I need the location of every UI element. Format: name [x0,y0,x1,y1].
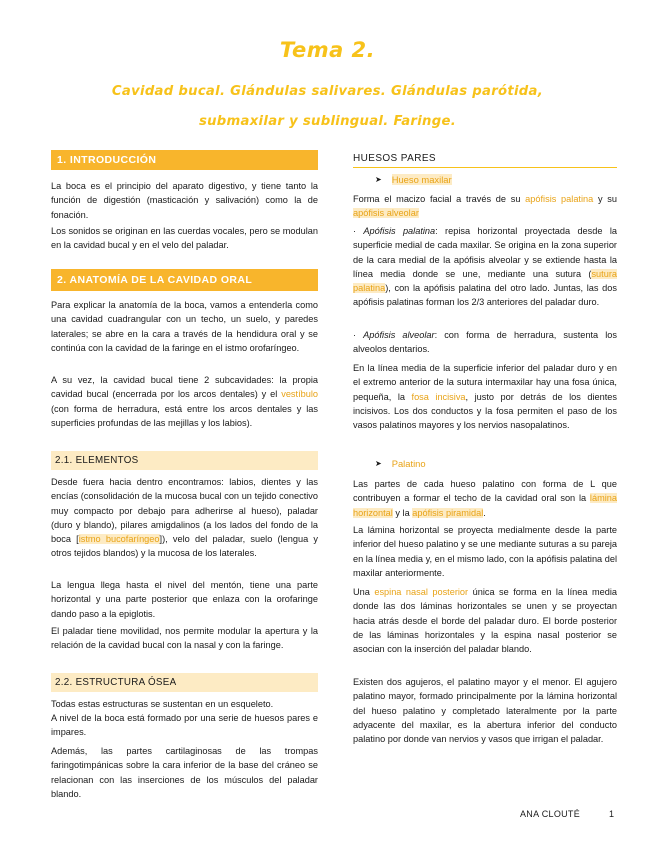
footer-author: ANA CLOUTÉ [520,809,581,819]
section-heading-anatomia: 2. ANATOMÍA DE LA CAVIDAD ORAL [51,269,318,291]
paragraph: Existen dos agujeros, el palatino mayor y el menor. El agujero palatino mayor, formado principalmente por la lámina horizontal del hueso palatino y completado lateralmente por la parte adyacente del maxilar, es la abertura inferior del conducto palatino por donde van nervios y vasos que irrigan el paladar. [353,677,617,745]
paragraph: Una espina nasal posterior única se forma en la línea media donde las dos láminas horizontales se unen y se proyectan hacia atrás desde el borde del paladar duro. El borde posterior de las láminas horizontales y la espina nasal posterior se asocian con la inserción del paladar blando. [353,587,617,655]
paragraph: La lámina horizontal se proyecta medialmente desde la parte inferior del hueso palatino y se une mediante suturas a su pareja en la línea media y, en el mismo lado, con la apófisis palatina del maxilar anteriormente. [353,525,617,578]
paragraph: · Apófisis palatina: repisa horizontal proyectada desde la superficie medial de cada maxilar. Se origina en la zona superior de la cara medial de la apófisis alveolar y se extiende hasta la línea media donde se une, mediante una sutura (sutura palatina), con la apófisis palatina del otro lado. Juntas, las dos apófisis palatinas forman los 2/3 anteriores del paladar duro. [353,226,617,308]
highlight-term: sutura palatina [353,268,617,294]
paragraph: En la línea media de la superficie inferior del paladar duro y en el extremo anterior de la sutura intermaxilar hay una fosa única, pequeña, la fosa incisiva, justo por detrás de los dientes incisivos. Los dos conductos y la fosa permiten el paso de los vasos palatinos mayores y los nervios nasopalatinos. [353,363,618,431]
paragraph: Desde fuera hacia dentro encontramos: labios, dientes y las encías (consolidación de la mucosa bucal con un tejido conectivo muy compacto por debajo para adherirse al hueso), paladar (duro y blando), pilares amigdalinos (a los lados del fondo de la boca [istmo bucofaríngeo]), velo del paladar, suelo (lengua y otros tejidos blandos) y la mucosa de los laterales. [51,477,319,559]
highlight-term: apófisis palatina [525,194,594,204]
paragraph: A nivel de la boca está formado por una serie de huesos pares e impares. [51,713,318,738]
subsection-heading-elementos: 2.1. ELEMENTOS [51,451,318,470]
paragraph: Todas estas estructuras se sustentan en un esqueleto. [51,699,274,709]
subtitle-line-2: submaxilar y sublingual. Faringe. [198,114,457,129]
bullet-hueso-maxilar [375,174,452,185]
arrow-bullet-icon: ➤ [375,175,382,184]
paragraph: Forma el macizo facial a través de su apófisis palatina y su apófisis alveolar [353,194,618,219]
paragraph: La boca es el principio del aparato digestivo, y tiene tanto la función de digestión (masticación y salivación) como la de fonación. [51,181,318,220]
paragraph: La lengua llega hasta el nivel del mentón, tiene una parte horizontal y una parte posterior que enlaza con la orofaringe dando paso a la epiglotis. [51,580,318,619]
highlight-term: vestíbulo [281,389,318,400]
highlight-term: apófisis alveolar [353,208,419,219]
subsection-heading-estructura-osea: 2.2. ESTRUCTURA ÓSEA [51,673,318,692]
paragraph: Las partes de cada hueso palatino con forma de L que contribuyen a formar el techo de la cavidad oral son la lámina horizontal y la apófisis piramidal. [353,479,617,518]
highlight-term: apófisis piramidal [412,507,484,518]
highlight-term: lámina horizontal [353,493,617,518]
highlight-term: istmo bucofaríngeo [78,534,160,545]
bullet-label: Palatino [391,458,426,469]
paragraph: Los sonidos se originan en las cuerdas vocales, pero se modulan en la cavidad bucal y en el velo del paladar. [51,226,318,251]
bullet-palatino [375,458,426,469]
highlight-term: espina nasal posterior [374,587,469,597]
arrow-bullet-icon: ➤ [375,459,382,468]
bullet-label: Hueso maxilar [391,174,452,185]
section-heading-introduccion: 1. INTRODUCCIÓN [51,150,318,170]
highlight-term: fosa incisiva [411,391,466,402]
page-number: 1 [609,809,615,819]
paragraph: Para explicar la anatomía de la boca, vamos a entenderla como una cavidad cuadrangular con un techo, un suelo, y paredes laterales; se abre en la cara a través de la hendidura oral y se continúa con la cavidad de la faringe en el istmo orofaríngeo. [51,300,318,353]
heading-huesos-pares: HUESOS PARES [353,153,617,168]
paragraph: A su vez, la cavidad bucal tiene 2 subcavidades: la propia cavidad bucal (encerrada por los arcos dentales) y el vestíbulo (con forma de herradura, está entre los arcos dentales y las superficies profundas de las mejillas y los labios). [51,375,318,428]
paragraph: · Apófisis alveolar: con forma de herradura, sustenta los alveolos dentarios. [353,330,617,355]
subtitle-line-1: Cavidad bucal. Glándulas salivares. Glándulas parótida, [111,84,544,99]
paragraph: El paladar tiene movilidad, nos permite modular la apertura y la relación de la cavidad bucal con la nasal y con la faringe. [51,626,318,651]
page-title: Tema 2. [279,38,376,62]
paragraph: Además, las partes cartilaginosas de las trompas faringotimpánicas sobre la cara inferior de la base del cráneo se relacionan con las inserciones de los músculos del paladar blando. [51,746,318,799]
